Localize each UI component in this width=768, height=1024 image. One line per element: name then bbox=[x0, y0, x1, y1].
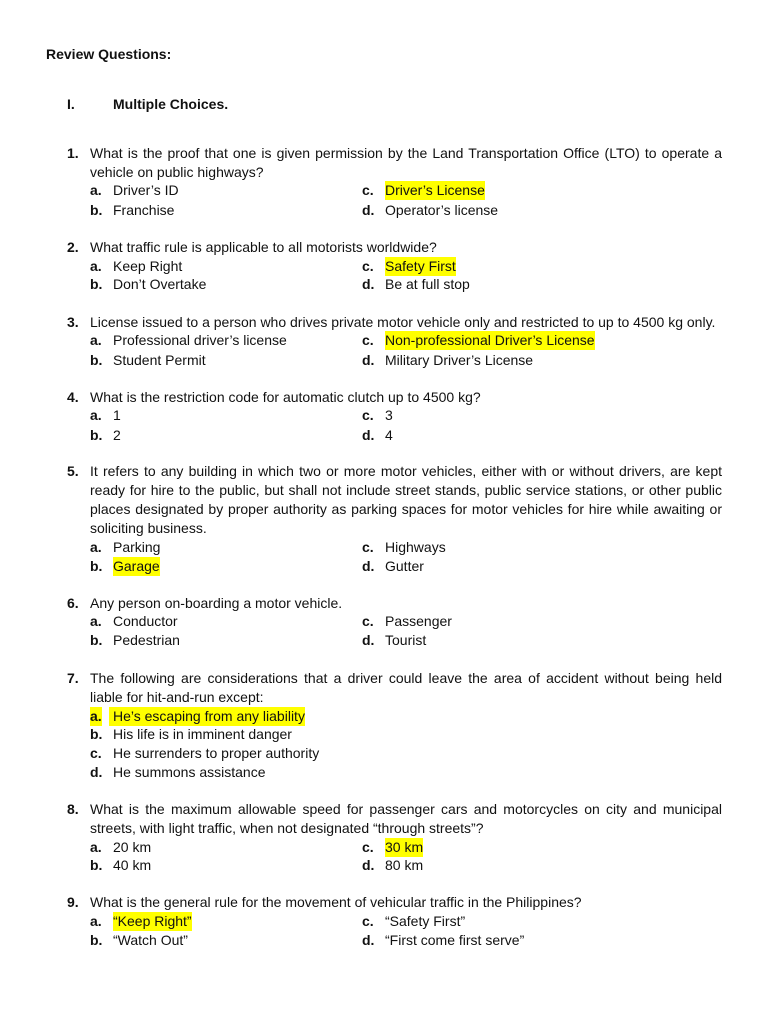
question-number: 7. bbox=[67, 670, 79, 686]
option-text: Conductor bbox=[113, 613, 178, 629]
question-number: 9. bbox=[67, 894, 79, 910]
option-letter: c. bbox=[362, 613, 374, 629]
option-letter: d. bbox=[362, 202, 375, 218]
option-letter: c. bbox=[90, 745, 102, 761]
option-text: Professional driver’s license bbox=[113, 332, 287, 348]
option-text: Parking bbox=[113, 539, 161, 555]
option-letter: c. bbox=[362, 258, 374, 274]
question-number: 3. bbox=[67, 314, 79, 330]
option-letter: c. bbox=[362, 839, 374, 855]
option-text: Driver’s ID bbox=[113, 182, 179, 198]
question-number: 4. bbox=[67, 389, 79, 405]
question-text: It refers to any building in which two or more motor vehicles, either with or without drivers, are kept ready for hire to the public, but shall not include street stands, public service stations, or other public places designated by proper authority as parking spaces for motor vehicles for hire while awaiting or soliciting business. bbox=[90, 463, 722, 536]
option-text: Military Driver’s License bbox=[385, 352, 534, 368]
section-title: Multiple Choices. bbox=[113, 96, 229, 112]
option-letter: b. bbox=[90, 427, 103, 443]
option-letter: a. bbox=[90, 407, 102, 423]
option-text: Don’t Overtake bbox=[113, 276, 207, 292]
option-text-highlighted: Safety First bbox=[385, 258, 456, 274]
option-letter: b. bbox=[90, 202, 103, 218]
option-text: Tourist bbox=[385, 632, 427, 648]
option-letter: d. bbox=[362, 632, 375, 648]
question-text: Any person on-boarding a motor vehicle. bbox=[90, 595, 343, 611]
option-text: He surrenders to proper authority bbox=[113, 745, 320, 761]
option-text: He summons assistance bbox=[113, 764, 266, 780]
option-letter: a. bbox=[90, 332, 102, 348]
option-letter: b. bbox=[90, 276, 103, 292]
question-number: 2. bbox=[67, 239, 79, 255]
question-text: The following are considerations that a driver could leave the area of accident without being held liable for hit-and-run except: bbox=[90, 670, 722, 705]
option-text: His life is in imminent danger bbox=[113, 726, 292, 742]
option-text: 20 km bbox=[113, 839, 152, 855]
option-text: Passenger bbox=[385, 613, 452, 629]
option-text: Keep Right bbox=[113, 258, 183, 274]
option-text: 80 km bbox=[385, 857, 424, 873]
option-letter: b. bbox=[90, 932, 103, 948]
option-text-highlighted: He’s escaping from any liability bbox=[109, 707, 305, 726]
option-letter: c. bbox=[362, 913, 374, 929]
option-text: “First come first serve” bbox=[385, 932, 525, 948]
option-text: Student Permit bbox=[113, 352, 206, 368]
option-letter: c. bbox=[362, 407, 374, 423]
option-letter: d. bbox=[90, 764, 103, 780]
option-text: Pedestrian bbox=[113, 632, 180, 648]
option-letter: a. bbox=[90, 539, 102, 555]
option-text: Operator’s license bbox=[385, 202, 499, 218]
option-text: 1 bbox=[113, 407, 121, 423]
option-text-highlighted: “Keep Right” bbox=[113, 913, 192, 929]
option-letter: a. bbox=[90, 708, 102, 724]
option-letter: b. bbox=[90, 632, 103, 648]
option-letter: b. bbox=[90, 857, 103, 873]
question-text: License issued to a person who drives private motor vehicle only and restricted to up to 4500 kg only. bbox=[90, 314, 716, 330]
question-text: What is the restriction code for automatic clutch up to 4500 kg? bbox=[90, 389, 481, 405]
question-text: What is the proof that one is given permission by the Land Transportation Office (LTO) to operate a vehicle on public highways? bbox=[90, 145, 722, 180]
option-letter: a. bbox=[90, 613, 102, 629]
option-letter: b. bbox=[90, 352, 103, 368]
question-number: 8. bbox=[67, 801, 79, 817]
option-letter: d. bbox=[362, 857, 375, 873]
option-letter: c. bbox=[362, 332, 374, 348]
option-letter: d. bbox=[362, 276, 375, 292]
option-letter: d. bbox=[362, 558, 375, 574]
question-text: What traffic rule is applicable to all motorists worldwide? bbox=[90, 239, 437, 255]
question-number: 5. bbox=[67, 463, 79, 479]
option-text: Be at full stop bbox=[385, 276, 470, 292]
option-letter: a. bbox=[90, 182, 102, 198]
option-text: 40 km bbox=[113, 857, 152, 873]
question-number: 6. bbox=[67, 595, 79, 611]
option-letter: d. bbox=[362, 427, 375, 443]
option-letter: d. bbox=[362, 352, 375, 368]
option-text: 3 bbox=[385, 407, 393, 423]
option-text: “Watch Out” bbox=[113, 932, 188, 948]
option-letter: b. bbox=[90, 558, 103, 574]
page-heading: Review Questions: bbox=[46, 46, 172, 62]
option-text-highlighted: Garage bbox=[113, 558, 160, 574]
option-text-highlighted: Driver’s License bbox=[385, 182, 485, 198]
question-number: 1. bbox=[67, 145, 79, 161]
option-letter: c. bbox=[362, 539, 374, 555]
option-letter: d. bbox=[362, 932, 375, 948]
option-letter: a. bbox=[90, 913, 102, 929]
option-text: Gutter bbox=[385, 558, 424, 574]
option-letter: a. bbox=[90, 258, 102, 274]
option-text: Highways bbox=[385, 539, 446, 555]
option-text: Franchise bbox=[113, 202, 175, 218]
question-text: What is the maximum allowable speed for passenger cars and motorcycles on city and municipal streets, with light traffic, when not designated “through streets”? bbox=[90, 801, 722, 836]
section-numeral: I. bbox=[67, 96, 75, 112]
option-letter: c. bbox=[362, 182, 374, 198]
question-text: What is the general rule for the movement of vehicular traffic in the Philippines? bbox=[90, 894, 582, 910]
option-letter: a. bbox=[90, 839, 102, 855]
option-text-highlighted: 30 km bbox=[385, 839, 424, 855]
option-letter: b. bbox=[90, 726, 103, 742]
option-text: 2 bbox=[113, 427, 121, 443]
option-text-highlighted: Non-professional Driver’s License bbox=[385, 332, 595, 348]
option-text: 4 bbox=[385, 427, 393, 443]
option-text: “Safety First” bbox=[385, 913, 466, 929]
